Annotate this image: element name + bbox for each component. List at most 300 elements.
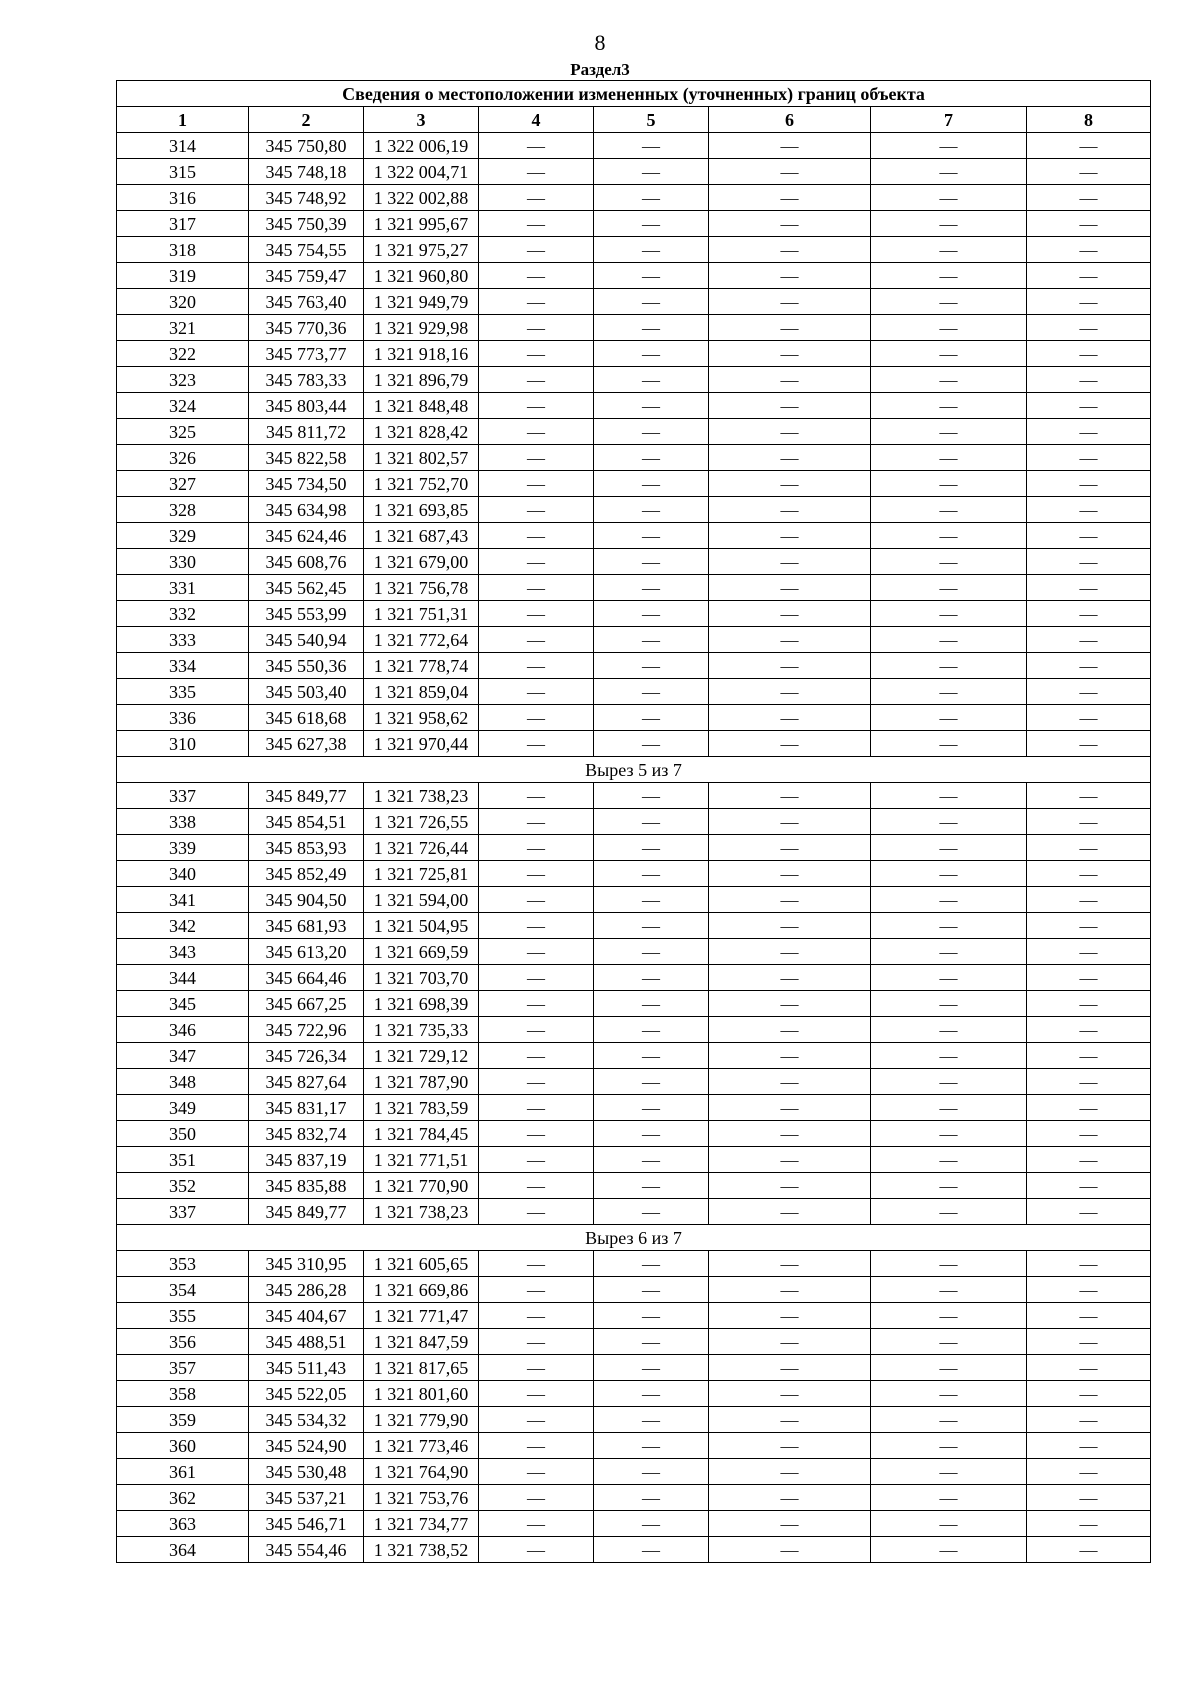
table-row <box>117 1459 1151 1485</box>
empty-mark-cell: — <box>709 861 871 887</box>
empty-mark-cell: — <box>594 1381 709 1407</box>
y-coordinate-cell: 1 321 817,65 <box>364 1355 479 1381</box>
table-row <box>117 523 1151 549</box>
point-number-cell: 310 <box>117 731 249 757</box>
x-coordinate-cell: 345 854,51 <box>249 809 364 835</box>
empty-mark-cell: — <box>479 1173 594 1199</box>
empty-mark-cell: — <box>709 1511 871 1537</box>
point-number-cell: 361 <box>117 1459 249 1485</box>
y-coordinate-cell: 1 321 738,23 <box>364 1199 479 1225</box>
y-coordinate-cell: 1 321 960,80 <box>364 263 479 289</box>
x-coordinate-cell: 345 524,90 <box>249 1433 364 1459</box>
empty-mark-cell: — <box>594 1199 709 1225</box>
y-coordinate-cell: 1 321 771,47 <box>364 1303 479 1329</box>
table-row <box>117 783 1151 809</box>
empty-mark-cell: — <box>1027 1147 1151 1173</box>
empty-mark-cell: — <box>709 315 871 341</box>
empty-mark-cell: — <box>594 341 709 367</box>
empty-mark-cell: — <box>709 1459 871 1485</box>
point-number-cell: 334 <box>117 653 249 679</box>
empty-mark-cell: — <box>871 237 1027 263</box>
empty-mark-cell: — <box>594 289 709 315</box>
point-number-cell: 330 <box>117 549 249 575</box>
x-coordinate-cell: 345 849,77 <box>249 1199 364 1225</box>
empty-mark-cell: — <box>1027 679 1151 705</box>
y-coordinate-cell: 1 321 848,48 <box>364 393 479 419</box>
empty-mark-cell: — <box>594 211 709 237</box>
empty-mark-cell: — <box>479 523 594 549</box>
x-coordinate-cell: 345 904,50 <box>249 887 364 913</box>
y-coordinate-cell: 1 321 738,52 <box>364 1537 479 1563</box>
empty-mark-cell: — <box>709 679 871 705</box>
y-coordinate-cell: 1 321 594,00 <box>364 887 479 913</box>
point-number-cell: 350 <box>117 1121 249 1147</box>
table-row <box>117 341 1151 367</box>
y-coordinate-cell: 1 321 975,27 <box>364 237 479 263</box>
empty-mark-cell: — <box>871 601 1027 627</box>
empty-mark-cell: — <box>479 653 594 679</box>
table-row <box>117 601 1151 627</box>
empty-mark-cell: — <box>871 991 1027 1017</box>
y-coordinate-cell: 1 321 687,43 <box>364 523 479 549</box>
empty-mark-cell: — <box>1027 887 1151 913</box>
empty-mark-cell: — <box>479 809 594 835</box>
empty-mark-cell: — <box>594 1043 709 1069</box>
y-coordinate-cell: 1 321 698,39 <box>364 991 479 1017</box>
empty-mark-cell: — <box>1027 1433 1151 1459</box>
y-coordinate-cell: 1 321 773,46 <box>364 1433 479 1459</box>
empty-mark-cell: — <box>709 1199 871 1225</box>
empty-mark-cell: — <box>709 627 871 653</box>
empty-mark-cell: — <box>594 1173 709 1199</box>
empty-mark-cell: — <box>871 367 1027 393</box>
x-coordinate-cell: 345 763,40 <box>249 289 364 315</box>
empty-mark-cell: — <box>479 1069 594 1095</box>
point-number-cell: 337 <box>117 783 249 809</box>
point-number-cell: 320 <box>117 289 249 315</box>
empty-mark-cell: — <box>594 1407 709 1433</box>
empty-mark-cell: — <box>479 1043 594 1069</box>
empty-mark-cell: — <box>594 1329 709 1355</box>
y-coordinate-cell: 1 321 725,81 <box>364 861 479 887</box>
empty-mark-cell: — <box>479 627 594 653</box>
y-coordinate-cell: 1 321 751,31 <box>364 601 479 627</box>
empty-mark-cell: — <box>479 497 594 523</box>
table-row <box>117 1199 1151 1225</box>
empty-mark-cell: — <box>709 1069 871 1095</box>
y-coordinate-cell: 1 321 735,33 <box>364 1017 479 1043</box>
y-coordinate-cell: 1 321 958,62 <box>364 705 479 731</box>
table-row <box>117 471 1151 497</box>
empty-mark-cell: — <box>871 1303 1027 1329</box>
table-row <box>117 549 1151 575</box>
table-row <box>117 1511 1151 1537</box>
table-row <box>117 1277 1151 1303</box>
empty-mark-cell: — <box>709 1043 871 1069</box>
empty-mark-cell: — <box>1027 1277 1151 1303</box>
empty-mark-cell: — <box>479 263 594 289</box>
empty-mark-cell: — <box>479 861 594 887</box>
empty-mark-cell: — <box>479 887 594 913</box>
empty-mark-cell: — <box>1027 601 1151 627</box>
table-row <box>117 1329 1151 1355</box>
empty-mark-cell: — <box>594 939 709 965</box>
empty-mark-cell: — <box>1027 1355 1151 1381</box>
table-row <box>117 705 1151 731</box>
empty-mark-cell: — <box>479 1017 594 1043</box>
empty-mark-cell: — <box>479 1095 594 1121</box>
empty-mark-cell: — <box>871 419 1027 445</box>
x-coordinate-cell: 345 832,74 <box>249 1121 364 1147</box>
y-coordinate-cell: 1 321 801,60 <box>364 1381 479 1407</box>
empty-mark-cell: — <box>1027 1303 1151 1329</box>
table-row <box>117 1303 1151 1329</box>
x-coordinate-cell: 345 681,93 <box>249 913 364 939</box>
empty-mark-cell: — <box>871 471 1027 497</box>
empty-mark-cell: — <box>1027 575 1151 601</box>
column-number-row <box>117 107 1151 133</box>
table-row <box>117 1355 1151 1381</box>
empty-mark-cell: — <box>594 913 709 939</box>
x-coordinate-cell: 345 522,05 <box>249 1381 364 1407</box>
x-coordinate-cell: 345 530,48 <box>249 1459 364 1485</box>
empty-mark-cell: — <box>709 809 871 835</box>
empty-mark-cell: — <box>709 1329 871 1355</box>
y-coordinate-cell: 1 321 726,55 <box>364 809 479 835</box>
empty-mark-cell: — <box>709 1485 871 1511</box>
empty-mark-cell: — <box>871 523 1027 549</box>
empty-mark-cell: — <box>479 1251 594 1277</box>
empty-mark-cell: — <box>871 575 1027 601</box>
x-coordinate-cell: 345 837,19 <box>249 1147 364 1173</box>
point-number-cell: 355 <box>117 1303 249 1329</box>
empty-mark-cell: — <box>871 705 1027 731</box>
column-number: 1 <box>117 107 249 133</box>
point-number-cell: 359 <box>117 1407 249 1433</box>
table-row <box>117 263 1151 289</box>
empty-mark-cell: — <box>709 965 871 991</box>
point-number-cell: 362 <box>117 1485 249 1511</box>
y-coordinate-cell: 1 321 764,90 <box>364 1459 479 1485</box>
table-row <box>117 133 1151 159</box>
empty-mark-cell: — <box>1027 1251 1151 1277</box>
table-row <box>117 1121 1151 1147</box>
y-coordinate-cell: 1 322 006,19 <box>364 133 479 159</box>
empty-mark-cell: — <box>594 679 709 705</box>
empty-mark-cell: — <box>479 939 594 965</box>
empty-mark-cell: — <box>594 263 709 289</box>
empty-mark-cell: — <box>594 1017 709 1043</box>
point-number-cell: 335 <box>117 679 249 705</box>
empty-mark-cell: — <box>709 159 871 185</box>
empty-mark-cell: — <box>709 263 871 289</box>
x-coordinate-cell: 345 827,64 <box>249 1069 364 1095</box>
point-number-cell: 329 <box>117 523 249 549</box>
group-label: Вырез 5 из 7 <box>117 757 1151 783</box>
empty-mark-cell: — <box>871 1381 1027 1407</box>
x-coordinate-cell: 345 534,32 <box>249 1407 364 1433</box>
empty-mark-cell: — <box>1027 653 1151 679</box>
point-number-cell: 332 <box>117 601 249 627</box>
empty-mark-cell: — <box>871 939 1027 965</box>
empty-mark-cell: — <box>1027 731 1151 757</box>
x-coordinate-cell: 345 754,55 <box>249 237 364 263</box>
y-coordinate-cell: 1 321 693,85 <box>364 497 479 523</box>
empty-mark-cell: — <box>479 289 594 315</box>
empty-mark-cell: — <box>594 523 709 549</box>
empty-mark-cell: — <box>594 965 709 991</box>
point-number-cell: 360 <box>117 1433 249 1459</box>
empty-mark-cell: — <box>1027 393 1151 419</box>
empty-mark-cell: — <box>1027 1121 1151 1147</box>
x-coordinate-cell: 345 849,77 <box>249 783 364 809</box>
x-coordinate-cell: 345 803,44 <box>249 393 364 419</box>
empty-mark-cell: — <box>594 1433 709 1459</box>
empty-mark-cell: — <box>479 1407 594 1433</box>
empty-mark-cell: — <box>871 1355 1027 1381</box>
empty-mark-cell: — <box>709 419 871 445</box>
x-coordinate-cell: 345 608,76 <box>249 549 364 575</box>
table-row <box>117 939 1151 965</box>
empty-mark-cell: — <box>709 731 871 757</box>
empty-mark-cell: — <box>871 965 1027 991</box>
empty-mark-cell: — <box>871 861 1027 887</box>
empty-mark-cell: — <box>594 809 709 835</box>
table-caption: Сведения о местоположении измененных (уточненных) границ объекта <box>117 81 1151 107</box>
empty-mark-cell: — <box>479 1303 594 1329</box>
column-number: 6 <box>709 107 871 133</box>
empty-mark-cell: — <box>594 159 709 185</box>
empty-mark-cell: — <box>709 393 871 419</box>
x-coordinate-cell: 345 835,88 <box>249 1173 364 1199</box>
empty-mark-cell: — <box>1027 341 1151 367</box>
empty-mark-cell: — <box>709 1433 871 1459</box>
y-coordinate-cell: 1 322 004,71 <box>364 159 479 185</box>
empty-mark-cell: — <box>1027 783 1151 809</box>
y-coordinate-cell: 1 321 752,70 <box>364 471 479 497</box>
point-number-cell: 321 <box>117 315 249 341</box>
empty-mark-cell: — <box>1027 1095 1151 1121</box>
table-row <box>117 627 1151 653</box>
x-coordinate-cell: 345 831,17 <box>249 1095 364 1121</box>
empty-mark-cell: — <box>709 1537 871 1563</box>
empty-mark-cell: — <box>709 601 871 627</box>
y-coordinate-cell: 1 321 783,59 <box>364 1095 479 1121</box>
empty-mark-cell: — <box>709 1095 871 1121</box>
column-number: 7 <box>871 107 1027 133</box>
empty-mark-cell: — <box>1027 1381 1151 1407</box>
empty-mark-cell: — <box>871 1537 1027 1563</box>
empty-mark-cell: — <box>709 1407 871 1433</box>
empty-mark-cell: — <box>479 575 594 601</box>
point-number-cell: 317 <box>117 211 249 237</box>
empty-mark-cell: — <box>594 1303 709 1329</box>
table-row <box>117 991 1151 1017</box>
table-row <box>117 653 1151 679</box>
empty-mark-cell: — <box>479 367 594 393</box>
x-coordinate-cell: 345 734,50 <box>249 471 364 497</box>
empty-mark-cell: — <box>479 341 594 367</box>
empty-mark-cell: — <box>871 783 1027 809</box>
y-coordinate-cell: 1 321 772,64 <box>364 627 479 653</box>
empty-mark-cell: — <box>871 653 1027 679</box>
empty-mark-cell: — <box>594 1277 709 1303</box>
empty-mark-cell: — <box>709 367 871 393</box>
empty-mark-cell: — <box>1027 1485 1151 1511</box>
empty-mark-cell: — <box>479 1277 594 1303</box>
table-row <box>117 861 1151 887</box>
empty-mark-cell: — <box>479 1329 594 1355</box>
y-coordinate-cell: 1 321 778,74 <box>364 653 479 679</box>
x-coordinate-cell: 345 503,40 <box>249 679 364 705</box>
x-coordinate-cell: 345 773,77 <box>249 341 364 367</box>
empty-mark-cell: — <box>479 991 594 1017</box>
table-row <box>117 1381 1151 1407</box>
point-number-cell: 336 <box>117 705 249 731</box>
empty-mark-cell: — <box>479 1537 594 1563</box>
empty-mark-cell: — <box>1027 705 1151 731</box>
y-coordinate-cell: 1 321 847,59 <box>364 1329 479 1355</box>
y-coordinate-cell: 1 321 949,79 <box>364 289 479 315</box>
point-number-cell: 326 <box>117 445 249 471</box>
point-number-cell: 338 <box>117 809 249 835</box>
table-row <box>117 367 1151 393</box>
empty-mark-cell: — <box>1027 809 1151 835</box>
empty-mark-cell: — <box>594 185 709 211</box>
empty-mark-cell: — <box>479 419 594 445</box>
empty-mark-cell: — <box>1027 1043 1151 1069</box>
empty-mark-cell: — <box>1027 835 1151 861</box>
empty-mark-cell: — <box>1027 159 1151 185</box>
empty-mark-cell: — <box>594 1069 709 1095</box>
empty-mark-cell: — <box>1027 1173 1151 1199</box>
table-row <box>117 159 1151 185</box>
empty-mark-cell: — <box>1027 185 1151 211</box>
empty-mark-cell: — <box>479 1485 594 1511</box>
empty-mark-cell: — <box>594 575 709 601</box>
column-number: 8 <box>1027 107 1151 133</box>
empty-mark-cell: — <box>871 1017 1027 1043</box>
x-coordinate-cell: 345 310,95 <box>249 1251 364 1277</box>
point-number-cell: 318 <box>117 237 249 263</box>
empty-mark-cell: — <box>479 1121 594 1147</box>
empty-mark-cell: — <box>479 211 594 237</box>
y-coordinate-cell: 1 321 504,95 <box>364 913 479 939</box>
empty-mark-cell: — <box>594 705 709 731</box>
empty-mark-cell: — <box>709 783 871 809</box>
table-row <box>117 1017 1151 1043</box>
empty-mark-cell: — <box>871 627 1027 653</box>
empty-mark-cell: — <box>871 1069 1027 1095</box>
y-coordinate-cell: 1 321 896,79 <box>364 367 479 393</box>
empty-mark-cell: — <box>871 887 1027 913</box>
column-number: 4 <box>479 107 594 133</box>
x-coordinate-cell: 345 853,93 <box>249 835 364 861</box>
empty-mark-cell: — <box>1027 1199 1151 1225</box>
table-row <box>117 965 1151 991</box>
table-row <box>117 1251 1151 1277</box>
table-row <box>117 445 1151 471</box>
x-coordinate-cell: 345 488,51 <box>249 1329 364 1355</box>
empty-mark-cell: — <box>594 1095 709 1121</box>
empty-mark-cell: — <box>709 913 871 939</box>
empty-mark-cell: — <box>871 549 1027 575</box>
empty-mark-cell: — <box>594 783 709 809</box>
empty-mark-cell: — <box>871 185 1027 211</box>
empty-mark-cell: — <box>594 1121 709 1147</box>
empty-mark-cell: — <box>709 835 871 861</box>
empty-mark-cell: — <box>594 133 709 159</box>
empty-mark-cell: — <box>709 705 871 731</box>
empty-mark-cell: — <box>709 1121 871 1147</box>
empty-mark-cell: — <box>479 1381 594 1407</box>
point-number-cell: 328 <box>117 497 249 523</box>
empty-mark-cell: — <box>871 835 1027 861</box>
empty-mark-cell: — <box>871 1277 1027 1303</box>
point-number-cell: 348 <box>117 1069 249 1095</box>
empty-mark-cell: — <box>709 445 871 471</box>
y-coordinate-cell: 1 321 753,76 <box>364 1485 479 1511</box>
empty-mark-cell: — <box>1027 289 1151 315</box>
empty-mark-cell: — <box>871 159 1027 185</box>
empty-mark-cell: — <box>1027 965 1151 991</box>
y-coordinate-cell: 1 321 770,90 <box>364 1173 479 1199</box>
empty-mark-cell: — <box>709 1017 871 1043</box>
empty-mark-cell: — <box>709 1147 871 1173</box>
x-coordinate-cell: 345 770,36 <box>249 315 364 341</box>
table-row <box>117 1433 1151 1459</box>
point-number-cell: 315 <box>117 159 249 185</box>
empty-mark-cell: — <box>594 601 709 627</box>
table-row <box>117 497 1151 523</box>
table-row <box>117 185 1151 211</box>
point-number-cell: 358 <box>117 1381 249 1407</box>
x-coordinate-cell: 345 550,36 <box>249 653 364 679</box>
empty-mark-cell: — <box>1027 1017 1151 1043</box>
y-coordinate-cell: 1 321 918,16 <box>364 341 479 367</box>
column-number: 5 <box>594 107 709 133</box>
point-number-cell: 341 <box>117 887 249 913</box>
point-number-cell: 347 <box>117 1043 249 1069</box>
empty-mark-cell: — <box>709 887 871 913</box>
empty-mark-cell: — <box>709 341 871 367</box>
column-number: 3 <box>364 107 479 133</box>
y-coordinate-cell: 1 321 929,98 <box>364 315 479 341</box>
empty-mark-cell: — <box>709 133 871 159</box>
y-coordinate-cell: 1 321 787,90 <box>364 1069 479 1095</box>
point-number-cell: 314 <box>117 133 249 159</box>
table-row <box>117 887 1151 913</box>
x-coordinate-cell: 345 783,33 <box>249 367 364 393</box>
table-body <box>117 133 1151 1563</box>
empty-mark-cell: — <box>709 237 871 263</box>
empty-mark-cell: — <box>871 393 1027 419</box>
empty-mark-cell: — <box>594 1459 709 1485</box>
table-row <box>117 575 1151 601</box>
empty-mark-cell: — <box>709 991 871 1017</box>
empty-mark-cell: — <box>479 237 594 263</box>
x-coordinate-cell: 345 554,46 <box>249 1537 364 1563</box>
empty-mark-cell: — <box>1027 263 1151 289</box>
empty-mark-cell: — <box>871 315 1027 341</box>
table-row <box>117 1043 1151 1069</box>
empty-mark-cell: — <box>871 1485 1027 1511</box>
column-number: 2 <box>249 107 364 133</box>
empty-mark-cell: — <box>871 1095 1027 1121</box>
empty-mark-cell: — <box>1027 315 1151 341</box>
empty-mark-cell: — <box>871 809 1027 835</box>
table-row <box>117 809 1151 835</box>
